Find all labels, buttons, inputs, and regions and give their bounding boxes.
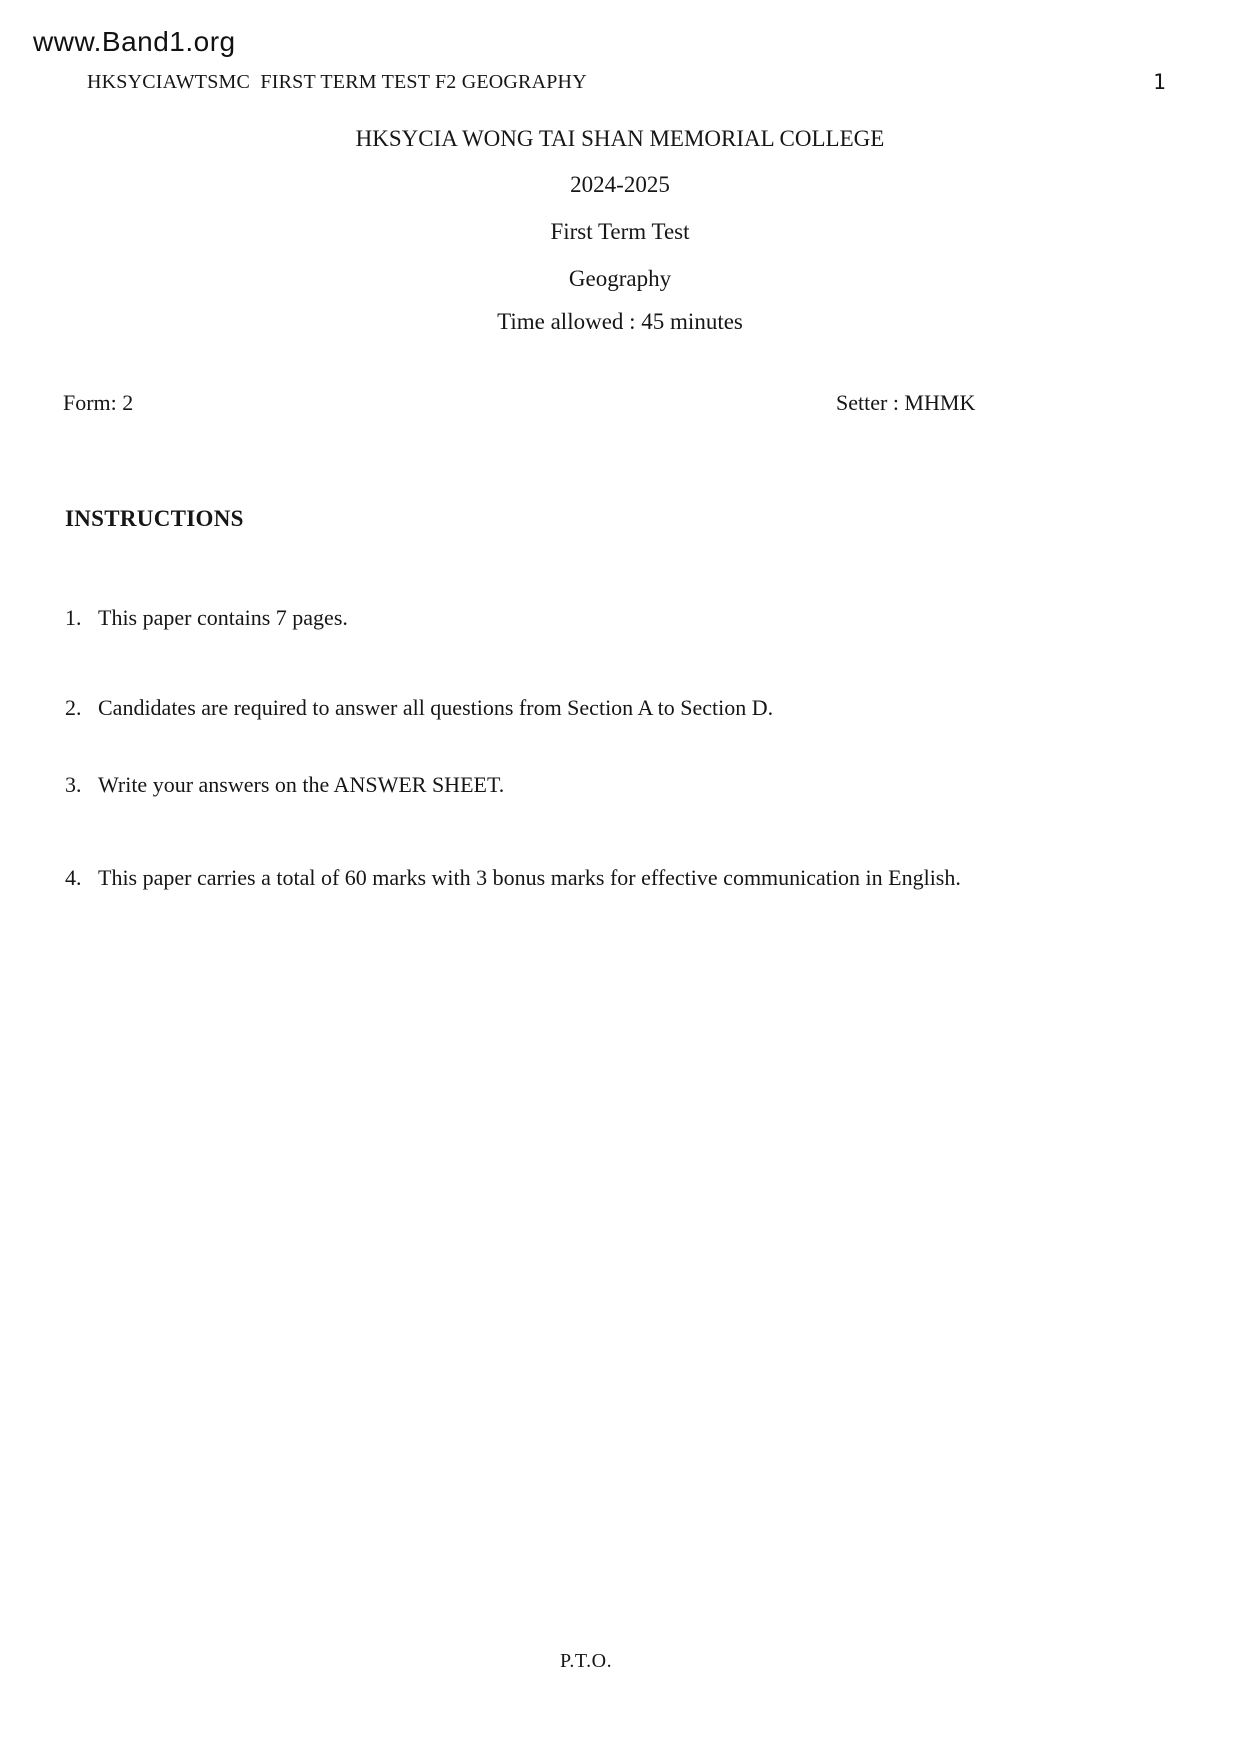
form-label: Form: 2 [63, 390, 134, 415]
instruction-text: Candidates are required to answer all questions from Section A to Section D. [98, 695, 774, 720]
instruction-number: 4. [65, 865, 82, 890]
site-watermark: www.Band1.org [33, 26, 236, 57]
school-name: HKSYCIA WONG TAI SHAN MEMORIAL COLLEGE [355, 126, 885, 151]
running-header: HKSYCIAWTSMC FIRST TERM TEST F2 GEOGRAPHY [87, 71, 587, 93]
instruction-number: 3. [65, 772, 82, 797]
instruction-item [65, 772, 1185, 798]
instructions-heading: INSTRUCTIONS [65, 506, 244, 531]
time-allowed: Time allowed : 45 minutes [497, 309, 743, 334]
instruction-number: 1. [65, 605, 82, 630]
page-turn-over-label: P.T.O. [560, 1650, 613, 1672]
instruction-text: This paper contains 7 pages. [98, 605, 348, 630]
instruction-text: Write your answers on the ANSWER SHEET. [98, 772, 505, 797]
instruction-item [65, 865, 1185, 891]
instruction-item [65, 695, 1185, 721]
instruction-text: This paper carries a total of 60 marks with 3 bonus marks for effective communication in English. [98, 865, 961, 890]
instruction-item [65, 605, 1185, 631]
instruction-number: 2. [65, 695, 82, 720]
academic-year: 2024-2025 [570, 172, 670, 197]
test-name: First Term Test [550, 219, 690, 244]
page-number: 1 [1153, 70, 1166, 94]
setter-label: Setter : MHMK [836, 390, 976, 415]
subject-name: Geography [568, 266, 672, 291]
